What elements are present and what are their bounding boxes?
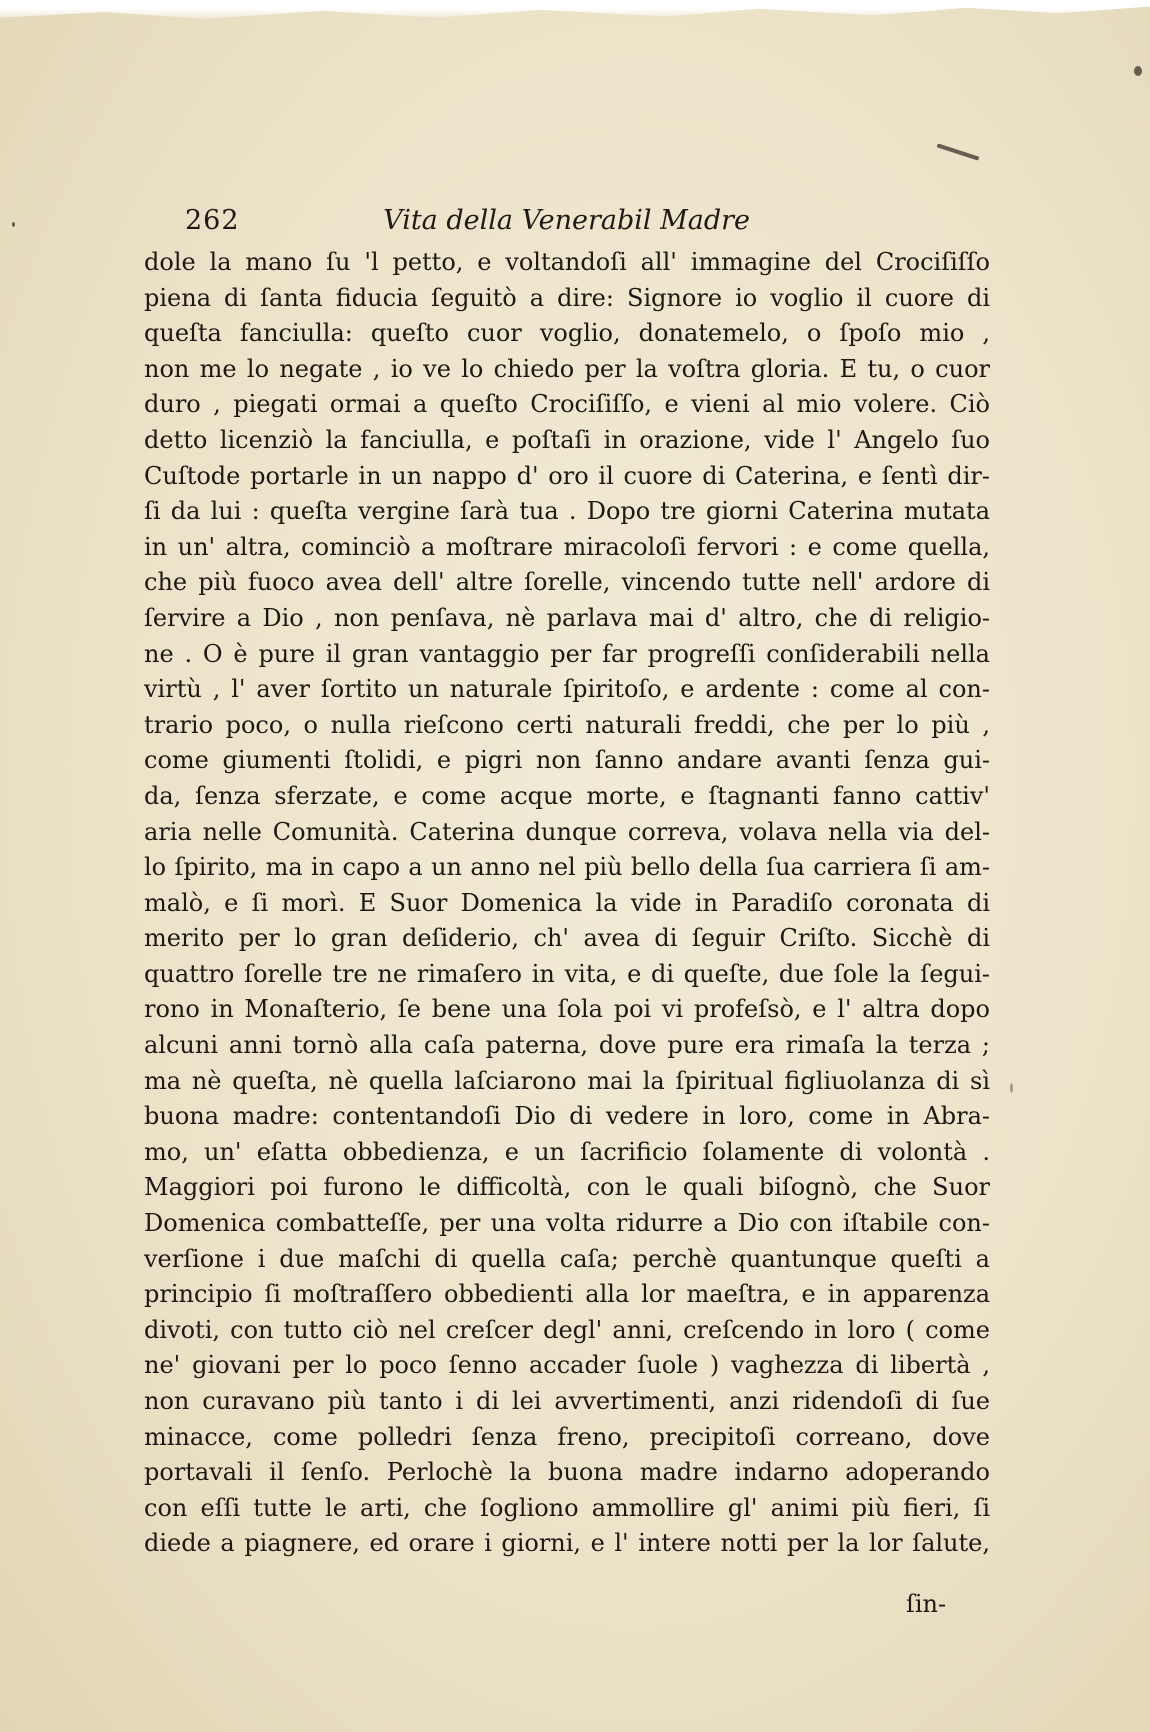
text-line: detto licenziò la fanciulla, e poſtaſi in orazione, vide l' Angelo ſuo [144, 425, 990, 454]
ink-speck [1134, 66, 1142, 76]
text-line: ne' giovani per lo poco ſenno accader ſuole ) vaghezza di libertà , [144, 1351, 990, 1380]
text-line: ſi da lui : queſta vergine ſarà tua . Dopo tre giorni Caterina mutata [144, 497, 990, 526]
text-line: Maggiori poi furono le difficoltà, con le quali biſognò, che Suor [144, 1173, 990, 1202]
ink-speck [936, 143, 979, 160]
text-line: Cuſtode portarle in un nappo d' oro il cuore di Caterina, e ſentì dir- [144, 461, 990, 490]
text-line: diede a piagnere, ed orare i giorni, e l' intere notti per la lor ſalute, [144, 1529, 990, 1558]
text-line: come giumenti ſtolidi, e pigri non ſanno andare avanti ſenza gui- [144, 746, 990, 775]
text-line: con eſſi tutte le arti, che ſogliono ammollire gl' animi più fieri, ſi [144, 1493, 990, 1522]
text-line: Domenica combatteſſe, per una volta ridurre a Dio con iſtabile con- [144, 1209, 990, 1238]
text-line: trario poco, o nulla rieſcono certi naturali freddi, che per lo più , [144, 710, 990, 739]
text-line: virtù , l' aver ſortito un naturale ſpiritoſo, e ardente : come al con- [144, 675, 990, 704]
text-line: in un' altra, cominciò a moſtrare miracoloſi fervori : e come quella, [144, 532, 990, 561]
text-line: rono in Monaſterio, ſe bene una ſola poi vi profeſsò, e l' altra dopo [144, 995, 990, 1024]
text-line: buona madre: contentandoſi Dio di vedere in loro, come in Abra- [144, 1102, 990, 1131]
text-line: minacce, come polledri ſenza freno, precipitoſi correano, dove [144, 1422, 990, 1451]
page-number: 262 [185, 205, 240, 236]
text-line: verſione i due maſchi di quella caſa; perchè quantunque queſti a [144, 1244, 990, 1273]
text-line: ſervire a Dio , non penſava, nè parlava mai d' altro, che di religio- [144, 603, 990, 632]
text-line: aria nelle Comunità. Caterina dunque correva, volava nella via del- [144, 817, 990, 846]
catchword: ſin- [906, 1590, 947, 1618]
body-text [144, 245, 990, 1562]
text-line: alcuni anni tornò alla caſa paterna, dove pure era rimaſa la terza ; [144, 1031, 990, 1060]
text-line: quattro ſorelle tre ne rimaſero in vita, e di queſte, due ſole la ſegui- [144, 959, 990, 988]
text-line: non me lo negate , io ve lo chiedo per la voſtra gloria. E tu, o cuor [144, 354, 990, 383]
text-line: piena di ſanta fiducia ſeguitò a dire: Signore io voglio il cuore di [144, 283, 990, 312]
text-line: dole la mano ſu 'l petto, e voltandoſi all' immagine del Crociſiſſo [144, 248, 990, 276]
text-line: lo ſpirito, ma in capo a un anno nel più bello della ſua carriera ſi am- [144, 853, 990, 882]
text-line: portavali il ſenſo. Perlochè la buona madre indarno adoperando [144, 1458, 990, 1487]
text-line: da, ſenza sferzate, e come acque morte, e ſtagnanti fanno cattiv' [144, 781, 990, 810]
text-line: malò, e ſi morì. E Suor Domenica la vide in Paradiſo coronata di [144, 888, 990, 917]
text-line: che più fuoco avea dell' altre ſorelle, vincendo tutte nell' ardore di [144, 568, 990, 597]
text-line: ne . O è pure il gran vantaggio per far progreſſi conſiderabili nella [144, 639, 990, 668]
ink-speck [12, 222, 15, 227]
text-line: mo, un' eſatta obbedienza, e un ſacrificio ſolamente di volontà . [144, 1137, 990, 1166]
ink-speck [1010, 1083, 1013, 1093]
text-line: non curavano più tanto i di lei avvertimenti, anzi ridendoſi di ſue [144, 1387, 990, 1415]
text-line: duro , piegati ormai a queſto Crociſiſſo, e vieni al mio volere. Ciò [144, 390, 990, 419]
text-line: queſta fanciulla: queſto cuor voglio, donatemelo, o ſpoſo mio , [144, 319, 990, 348]
text-line: principio ſi moſtraſſero obbedienti alla lor maeſtra, e in apparenza [144, 1280, 990, 1309]
text-line: divoti, con tutto ciò nel creſcer degl' anni, creſcendo in loro ( come [144, 1315, 990, 1344]
text-line: merito per lo gran deſiderio, ch' avea di ſeguir Criſto. Sicchè di [144, 924, 990, 953]
text-line: ma nè queſta, nè quella laſciarono mai la ſpiritual figliuolanza di sì [144, 1066, 990, 1095]
deckled-top-edge [0, 0, 1150, 22]
running-head [185, 205, 750, 245]
running-title: Vita della Venerabil Madre [383, 205, 750, 236]
